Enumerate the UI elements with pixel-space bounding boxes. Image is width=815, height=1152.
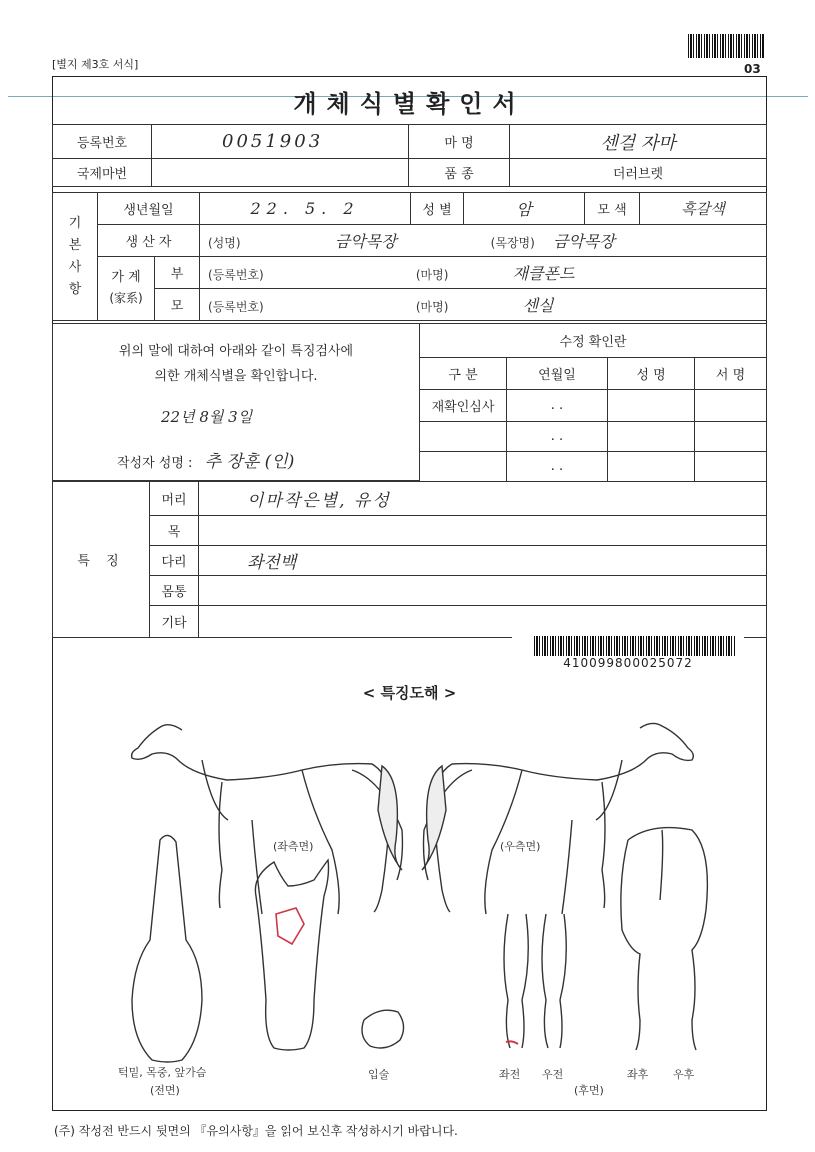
revision-cell: . .	[507, 422, 608, 452]
footnote: (주) 작성전 반드시 뒷면의 『유의사항』을 읽어 보신후 작성하시기 바랍니다.	[54, 1124, 458, 1138]
breed-value: 더러브렛	[510, 159, 767, 187]
confirm-date: 22년 8월 3일	[161, 408, 253, 426]
left-side-horse	[132, 725, 403, 914]
producer-label: 생 산 자	[98, 225, 200, 257]
revision-cell	[695, 422, 767, 452]
head-front-view	[255, 860, 328, 1050]
sex-value: 암	[464, 193, 585, 225]
diagram-title: < 특징도해 >	[362, 684, 457, 702]
revision-cell: . .	[507, 452, 608, 482]
revision-cell: . .	[507, 390, 608, 422]
page-number: 03	[744, 62, 761, 76]
revision-header-name: 성 명	[608, 358, 695, 390]
reg-no-value: 0051903	[152, 125, 409, 159]
feature-label-head: 머리	[150, 482, 199, 516]
feature-label-body: 몸통	[150, 576, 199, 606]
right-tail	[422, 766, 446, 870]
leg-label-rf: 우전	[542, 1068, 564, 1081]
basic-info-table	[52, 192, 767, 321]
front-neck-view	[132, 835, 202, 1062]
rear-view	[621, 828, 708, 1050]
revision-cell	[420, 452, 507, 482]
revision-cell	[695, 452, 767, 482]
feature-value-neck	[199, 516, 767, 546]
intl-no-label: 국제마번	[53, 159, 152, 187]
barcode-sticker	[512, 630, 744, 674]
writer-row: 작성자 성명 : 추 장훈 (인)	[117, 452, 295, 472]
barcode-bars	[534, 636, 736, 656]
color-label: 모 색	[585, 193, 640, 225]
revision-cell	[695, 390, 767, 422]
leg-label-lh: 좌후	[627, 1068, 649, 1081]
form-code: [별지 제3호 서식]	[52, 58, 139, 71]
features-section-label: 특 징	[53, 482, 150, 638]
horse-name-value: 센걸 자마	[510, 125, 767, 159]
horse-diagram	[52, 700, 767, 1100]
leg-label-rh: 우후	[673, 1068, 695, 1081]
feature-value-body	[199, 576, 767, 606]
leg-label-lf: 좌전	[499, 1068, 521, 1081]
revision-header-date: 연월일	[507, 358, 608, 390]
birth-label: 생년월일	[98, 193, 200, 225]
barcode-number: 410099800025072	[563, 656, 693, 670]
right-side-horse	[424, 723, 694, 914]
left-side-label: (좌측면)	[273, 840, 314, 853]
sire-row: (등록번호) (마명) 재클폰드	[200, 257, 767, 289]
dam-row: (등록번호) (마명) 센실	[200, 289, 767, 321]
revision-table	[419, 323, 767, 482]
dam-label: 모	[155, 289, 200, 321]
revision-cell	[608, 452, 695, 482]
muzzle-label: 입술	[368, 1068, 390, 1081]
revision-header-type: 구 분	[420, 358, 507, 390]
document-title: 개체식별확인서	[293, 90, 526, 118]
color-value: 흑갈색	[640, 193, 767, 225]
sex-label: 성 별	[411, 193, 464, 225]
feature-label-legs: 다리	[150, 546, 199, 576]
birth-value: 22. 5. 2	[200, 193, 411, 225]
front-label: (전면)	[150, 1084, 180, 1097]
reg-no-label: 등록번호	[53, 125, 152, 159]
confirm-box	[52, 323, 420, 481]
feature-label-neck: 목	[150, 516, 199, 546]
intl-no-value	[152, 159, 409, 187]
registration-table	[52, 124, 767, 187]
basic-section-label: 기 본 사 항	[53, 193, 98, 321]
revision-cell	[608, 422, 695, 452]
rear-label: (후면)	[574, 1084, 604, 1097]
breed-label: 품 종	[409, 159, 510, 187]
right-side-label: (우측면)	[500, 840, 541, 853]
feature-value-head: 이마작은별, 유성	[199, 482, 767, 516]
confirm-text-2: 의한 개체식별을 확인합니다.	[154, 369, 318, 384]
feature-value-legs: 좌전백	[199, 546, 767, 576]
muzzle-view	[362, 1010, 404, 1048]
head-marking	[276, 908, 304, 944]
revision-title: 수정 확인란	[420, 324, 767, 358]
sire-label: 부	[155, 257, 200, 289]
horse-name-label: 마 명	[409, 125, 510, 159]
confirm-text-1: 위의 말에 대하여 아래와 같이 특징검사에	[118, 344, 354, 359]
revision-cell: 재확인심사	[420, 390, 507, 422]
revision-cell	[608, 390, 695, 422]
features-table	[52, 481, 767, 638]
top-barcode	[688, 34, 764, 58]
producer-row: (성명) 금악목장 (목장명) 금악목장	[200, 225, 767, 257]
feature-label-etc: 기타	[150, 606, 199, 638]
pedigree-label: 가 계 (家系)	[98, 257, 155, 321]
revision-cell	[420, 422, 507, 452]
revision-header-sign: 서 명	[695, 358, 767, 390]
front-caption: 턱밑, 목중, 앞가슴	[118, 1066, 207, 1079]
left-tail	[378, 766, 402, 870]
front-legs-view	[504, 914, 566, 1048]
